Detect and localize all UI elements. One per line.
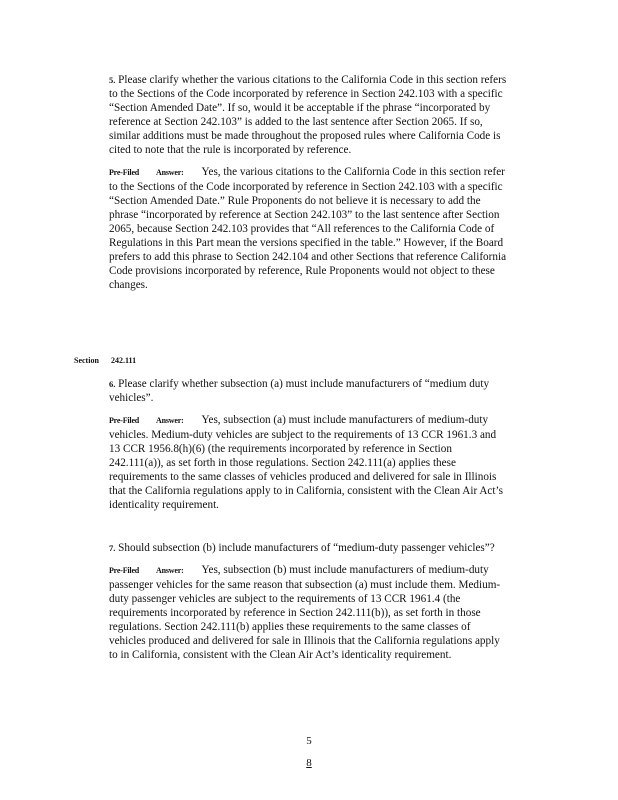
question-5 — [109, 73, 509, 157]
question-6 — [109, 377, 509, 405]
alt-page-number: 8 — [306, 757, 312, 769]
answer-7 — [109, 563, 509, 662]
answer-6 — [109, 413, 509, 512]
question-5-block — [109, 73, 509, 292]
question-5-text: Please clarify whether the various citations to the California Code in this section refers to the Sections of the Code incorporated by reference in Section 242.103 with a specific “Section Amended Date”. If so, would it be acceptable if the phrase “incorporated by reference at Section 242.103” is added to the last sentence after Section 2065. If so, similar additions must be made throughout the proposed rules where California Code is cited to note that the rule is incorporated by reference. — [109, 74, 507, 156]
question-6-number: 6. — [109, 379, 116, 389]
question-7-block — [109, 541, 509, 662]
prefiled-tag: Pre-Filed — [109, 566, 140, 575]
answer-7-text: Yes, subsection (b) must include manufacturers of medium-duty passenger vehicles for the same reason that subsection (a) must include them. Medium-duty passenger vehicles are subject to the requirements of 13 CCR 1961.4 (the requirements incorporated by reference in Section 242.111(b)), as set forth in those regulations. Section 242.111(b) applies these requirements to the same classes of vehicles produced and delivered for sale in Illinois that the California regulations apply to in California, consistent with the Clean Air Act’s identicality requirement. — [109, 564, 501, 661]
answer-5-text: Yes, the various citations to the California Code in this section refer to the Sections of the Code incorporated by reference in Section 242.103 with a specific “Section Amended Date.” Rule Proponents do not believe it is necessary to add the phrase “incorporated by reference at Section 242.103” to the last sentence after Section 2065, because Section 242.103 provides that “All references to the California Code of Regulations in this Part mean the versions specified in the table.” However, if the Board prefers to add this phrase to Section 242.104 and other Sections that reference California Code provisions incorporated by reference, Rule Proponents would not object to these changes. — [109, 166, 507, 291]
question-7-number: 7. — [109, 543, 116, 553]
answer-tag: Answer: — [156, 416, 184, 425]
answer-5 — [109, 165, 509, 292]
question-6-block — [109, 377, 509, 512]
prefiled-tag: Pre-Filed — [109, 168, 140, 177]
question-5-number: 5. — [109, 75, 116, 85]
section-label: Section — [74, 356, 99, 365]
prefiled-tag: Pre-Filed — [109, 416, 140, 425]
alt-page-number-wrap — [0, 757, 618, 769]
question-6-text: Please clarify whether subsection (a) must include manufacturers of “medium duty vehicles”. — [109, 378, 490, 404]
question-7 — [109, 541, 509, 555]
answer-tag: Answer: — [156, 566, 184, 575]
answer-tag: Answer: — [156, 168, 184, 177]
question-7-text: Should subsection (b) include manufacturers of “medium-duty passenger vehicles”? — [118, 542, 495, 554]
page-number: 5 — [306, 735, 312, 747]
section-number: 242.111 — [111, 356, 137, 365]
answer-6-text: Yes, subsection (a) must include manufacturers of medium-duty vehicles. Medium-duty vehicles are subject to the requirements of 13 CCR 1961.3 and 13 CCR 1956.8(h)(6) (the requirements incorporated by reference in Section 242.111(a)), as set forth in those regulations. Section 242.111(a) applies these requirements to the same classes of vehicles produced and delivered for sale in Illinois that the California regulations apply to in California, consistent with the Clean Air Act’s identicality requirement. — [109, 414, 503, 511]
